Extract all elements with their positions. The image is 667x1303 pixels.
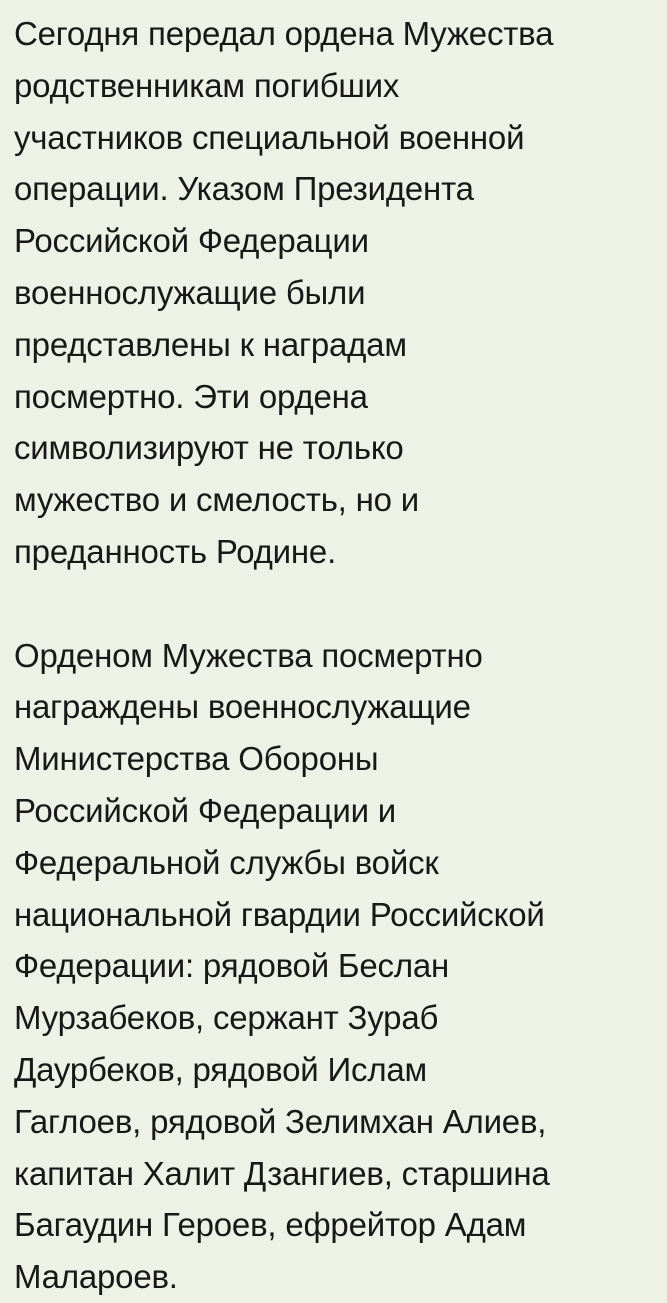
text-line: капитан Халит Дзангиев, старшина bbox=[14, 1154, 550, 1192]
text-line: посмертно. Эти ордена bbox=[14, 377, 368, 415]
text-line: операции. Указом Президента bbox=[14, 170, 474, 208]
text-line: мужество и смелость, но и bbox=[14, 481, 420, 519]
text-line: Сегодня передал ордена Мужества bbox=[14, 15, 554, 52]
text-line: награждены военнослужащие bbox=[14, 688, 471, 726]
text-line: участников специальной военной bbox=[14, 118, 525, 156]
text-line: Мурзабеков, сержант Зураб bbox=[14, 999, 439, 1037]
text-line: родственникам погибших bbox=[14, 66, 400, 104]
paragraph-2 bbox=[14, 630, 654, 1303]
text-line: военнослужащие были bbox=[14, 273, 366, 311]
text-line: национальной гвардии Российской bbox=[14, 895, 545, 933]
text-line: преданность Родине. bbox=[14, 532, 337, 570]
text-line: Российской Федерации bbox=[14, 222, 369, 260]
text-line: Российской Федерации и bbox=[14, 791, 397, 829]
text-line: Даурбеков, рядовой Ислам bbox=[14, 1050, 428, 1088]
text-line: представлены к наградам bbox=[14, 325, 407, 363]
text-line: Малароев. bbox=[14, 1258, 178, 1296]
text-line: Багаудин Героев, ефрейтор Адам bbox=[14, 1206, 527, 1244]
text-line: Гаглоев, рядовой Зелимхан Алиев, bbox=[14, 1102, 547, 1140]
text-line: Федеральной службы войск bbox=[14, 843, 439, 881]
paragraph-1 bbox=[14, 8, 654, 578]
text-line: Федерации: рядовой Беслан bbox=[14, 947, 450, 985]
text-line: Орденом Мужества посмертно bbox=[14, 636, 483, 674]
text-line: Министерства Обороны bbox=[14, 740, 379, 778]
paragraph-spacer bbox=[14, 578, 654, 630]
message-text bbox=[14, 8, 654, 1303]
text-line: символизируют не только bbox=[14, 429, 404, 467]
